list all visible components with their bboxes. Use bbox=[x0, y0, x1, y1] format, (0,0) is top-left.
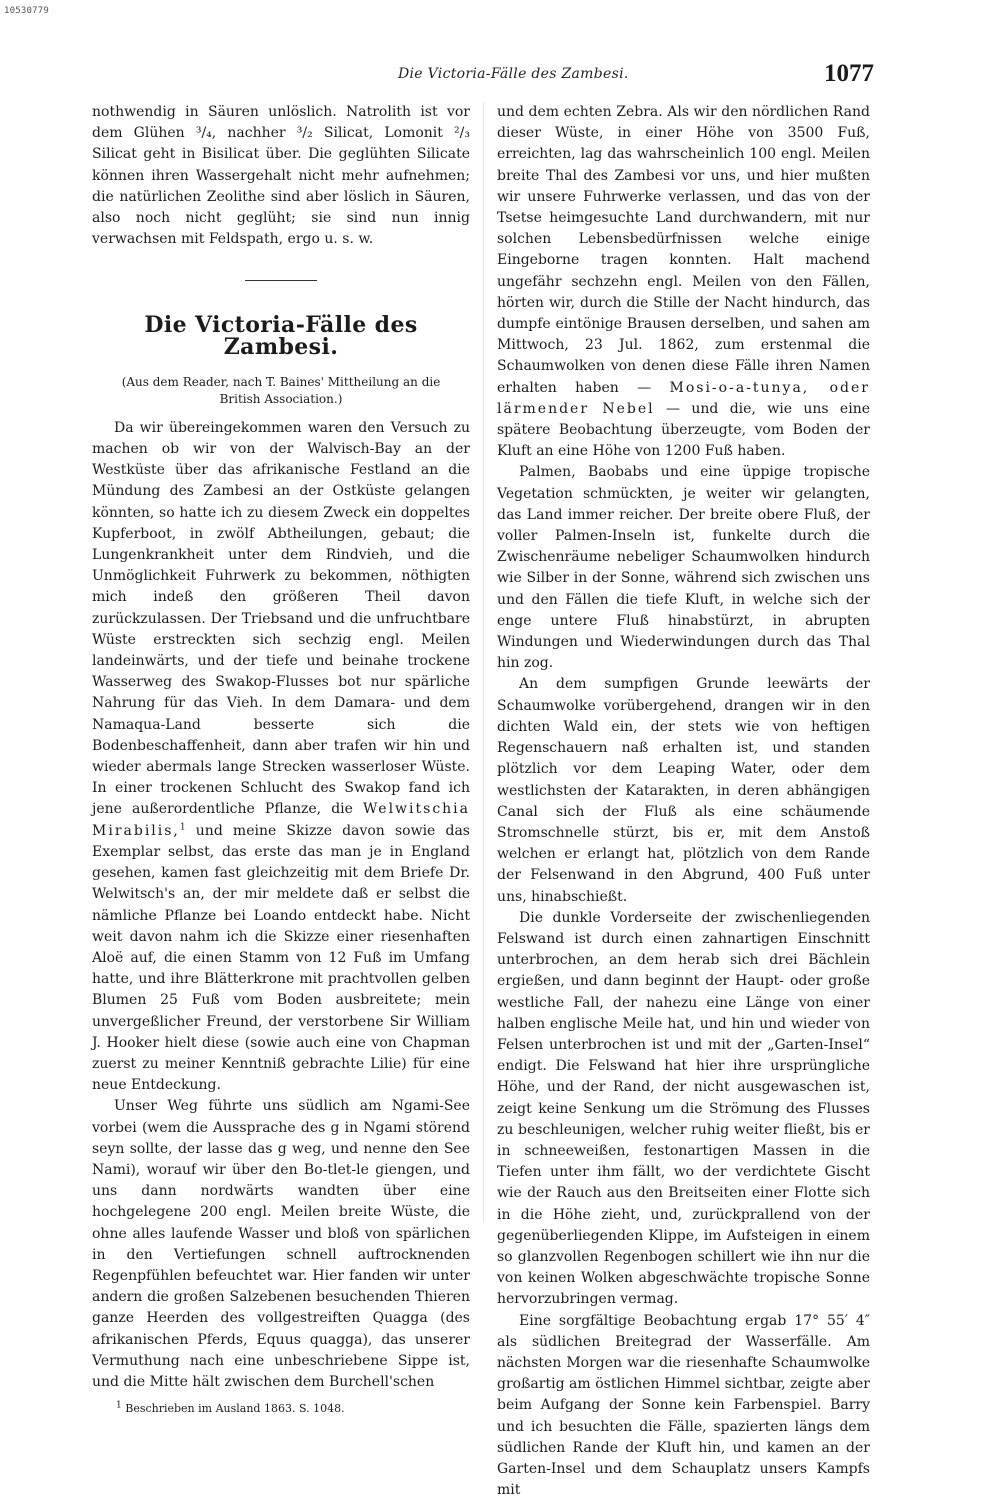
scan-id-label: 10530779 bbox=[4, 6, 49, 16]
article-paragraph-7: Eine sorgfältige Beobachtung ergab 17° 55′ 4″ als südlichen Breitegrad der Wasserfälle. Am nächsten Morgen war die riesenhafte Schaumwolke großartig am östlichen Himmel sichtbar, zeigte aber beim Aufgang der Sonne kein Farbenspiel. Barry und ich besuchten die Fälle, spazierten längs dem südlichen Rande der Kluft hin, und kamen an der Garten-Insel und dem Schauplatz unsers Kampfs mit bbox=[497, 1312, 870, 1499]
footnote bbox=[92, 1401, 470, 1417]
article-subtitle: (Aus dem Reader, nach T. Baines' Mittheilung an die British Association.) bbox=[121, 374, 441, 406]
footnote-text: Beschrieben im Ausland 1863. S. 1048. bbox=[125, 1402, 345, 1416]
continued-paragraph: nothwendig in Säuren unlöslich. Natrolith ist vor dem Glühen ³/₄, nachher ³/₂ Silicat, Lomonit ²/₃ Silicat geht in Bisilicat über. Die geglühten Silicate können ihren Wassergehalt nicht mehr aufnehmen; die natürlichen Zeolithe sind aber löslich in Säuren, also noch nicht geglüht; sie sind nun innig verwachsen mit Feldspath, ergo u. s. w. bbox=[92, 104, 470, 248]
paragraph-text: — und die, wie uns eine spätere Beobachtung überzeugte, vom Boden der Kluft an eine Höhe von 1200 Fuß haben. bbox=[497, 400, 870, 460]
column-divider bbox=[483, 102, 484, 1222]
article-paragraph-1 bbox=[92, 418, 470, 1097]
article-paragraph-6: Die dunkle Vorderseite der zwischenliegenden Felswand ist durch einen zahnartigen Einschnitt unterbrochen, an dem herab sich drei Bächlein ergießen, und dann beginnt der Haupt- oder große westliche Fall, der nahezu eine Länge von einer halben englische Meile hat, und hin und wieder von Felsen unterbrochen ist und mit der „Garten-Insel“ endigt. Die Felswand hat hier ihre ursprüngliche Höhe, und der Rand, der nicht ausgewaschen ist, zeigt keine Senkung um die Strömung des Flusses zu beschleunigen, welcher ruhig weiter fließt, bis er in schneeweißen, festonartigen Massen in die Tiefen unter ihm fällt, wo der verdichtete Gischt wie der Rauch aus den Breitseiten einer Flotte sich in die Höhe zieht, und, zurückprallend von der gegenüberliegenden Klippe, im Aufsteigen in einem so glanzvollen Regenbogen schillert wie ihn nur die von keinen Wolken abgeschwächte tropische Sonne hervorzubringen vermag. bbox=[497, 909, 870, 1308]
article-paragraph-2: Unser Weg führte uns südlich am Ngami-See vorbei (wem die Aussprache des g in Ngami störend seyn sollte, der lasse das g weg, und nenne den See Nami), worauf wir über den Bo-tlet-le giengen, und uns dann nordwärts wandten über eine hochgelegene 200 engl. Meilen breite Wüste, die ohne alles laufende Wasser und bloß von spärlichen in den Vertiefungen schnell auftrocknenden Regenpfühlen befeuchtet war. Hier fanden wir unter andern die großen Salzebenen besuchenden Thieren ganze Heerden des vollgestreiften Quagga (des afrikanischen Pferds, Equus quagga), das unserer Vermuthung nach eine unbeschriebene Sippe ist, und die Mitte hält zwischen dem Burchell'schen bbox=[92, 1098, 470, 1390]
native-name-emphasis: Mosi-o-a-tunya, oder lärmender Nebel bbox=[497, 379, 870, 417]
section-divider-rule bbox=[245, 280, 317, 281]
article-title: Die Victoria-Fälle des Zambesi. bbox=[144, 312, 418, 360]
footnote-number: 1 bbox=[116, 1400, 122, 1411]
article-paragraph-5: An dem sumpfigen Grunde leewärts der Schaumwolke vorübergehend, drangen wir in den dichten Wald ein, der stets wie von heftigen Regenschauern naß erhalten ist, und standen plötzlich vor dem Leaping Water, oder dem westlichsten der Katarakten, in deren abhängigen Canal sich der Fluß als eine schäumende Stromschnelle stürzt, bis er, mit dem Anstoß welchen er erlangt hat, plötzlich von dem Rande der Felsenwand in den Abgrund, 400 Fuß unter uns, hinabschießt. bbox=[497, 676, 870, 905]
right-column bbox=[497, 102, 870, 1501]
left-column bbox=[92, 102, 470, 1417]
paragraph-text: Da wir übereingekommen waren den Versuch zu machen ob wir von der Walvisch-Bay an der Westküste über das afrikanische Festland an die Mündung des Zambesi an der Ostküste gelangen könnten, so hatte ich zu diesem Zweck ein doppeltes Kupferboot, in zwölf Abtheilungen, gebaut; die Lungenkrankheit unter dem Rindvieh, und die Unmöglichkeit Fuhrwerk zu bekommen, nöthigten mich indeß den größeren Theil davon zurückzulassen. Der Triebsand und die unfruchtbare Wüste erstreckten sich sechzig engl. Meilen landeinwärts, und der tiefe und beinahe trockene Wasserweg des Swakop-Flusses bot nur spärliche Nahrung für das Vieh. In dem Damara- und dem Namaqua-Land besserte sich die Bodenbeschaffenheit, dann aber trafen wir hin und wieder abermals lange Strecken wasserloser Wüste. In einer trockenen Schlucht des Swakop fand ich jene außerordentliche Pflanze, die bbox=[92, 419, 470, 818]
running-header-title: Die Victoria-Fälle des Zambesi. bbox=[398, 66, 629, 82]
article-paragraph-3 bbox=[497, 102, 870, 462]
plant-name-emphasis: Welwitschia Mirabilis, bbox=[92, 801, 470, 839]
paragraph-text: und dem echten Zebra. Als wir den nördlichen Rand dieser Wüste, in einer Höhe von 3500 Fuß, erreichten, lag das wahrscheinlich 100 engl. Meilen breite Thal des Zambesi vor uns, und hier mußten wir unsere Fuhrwerke verlassen, und das von der Tsetse heimgesuchte Land durchwandern, mit nur solchen Lebensbedürfnissen welche einige Eingeborne tragen konnten. Halt machend ungefähr sechzehn engl. Meilen von den Fällen, hörten wir, durch die Stille der Nacht hindurch, das dumpfe eintönige Brausen derselben, und sahen am Mittwoch, 23 Jul. 1862, zum erstenmal die Schaumwolken von denen diese Fälle ihren Namen erhalten haben — bbox=[497, 104, 870, 396]
footnote-reference: 1 bbox=[179, 822, 186, 833]
article-paragraph-4: Palmen, Baobabs und eine üppige tropische Vegetation schmückten, je weiter wir gelangten, das Land immer reicher. Der breite obere Fluß, der voller Palmen-Inseln ist, funkelte durch die Zwischenräume nebeliger Schaumwolken hindurch wie Silber in der Sonne, während sich zwischen uns und den Fällen die tiefe Kluft, in welche sich der enge untere Fluß hinabstürzt, in abrupten Windungen und Wiederwindungen durch das Thal hin zog. bbox=[497, 464, 870, 672]
paragraph-text: und meine Skizze davon sowie das Exemplar selbst, das erste das man je in England gesehen, kamen fast gleichzeitig mit dem Briefe Dr. Welwitsch's an, der mir meldete daß er selbst die nämliche Pflanze bei Loando entdeckt habe. Nicht weit davon nahm ich die Skizze einer riesenhaften Aloë auf, die einen Stamm von 12 Fuß im Umfang hatte, und ihre Blätterkrone mit prachtvollen gelben Blumen 25 Fuß vom Boden ausbreitete; mein unvergeßlicher Freund, der verstorbene Sir William J. Hooker hielt diese (sowie auch eine von Chapman zuerst zu meiner Kenntniß gebrachte Lilie) für eine neue Entdeckung. bbox=[92, 822, 470, 1094]
page-number: 1077 bbox=[824, 60, 874, 87]
